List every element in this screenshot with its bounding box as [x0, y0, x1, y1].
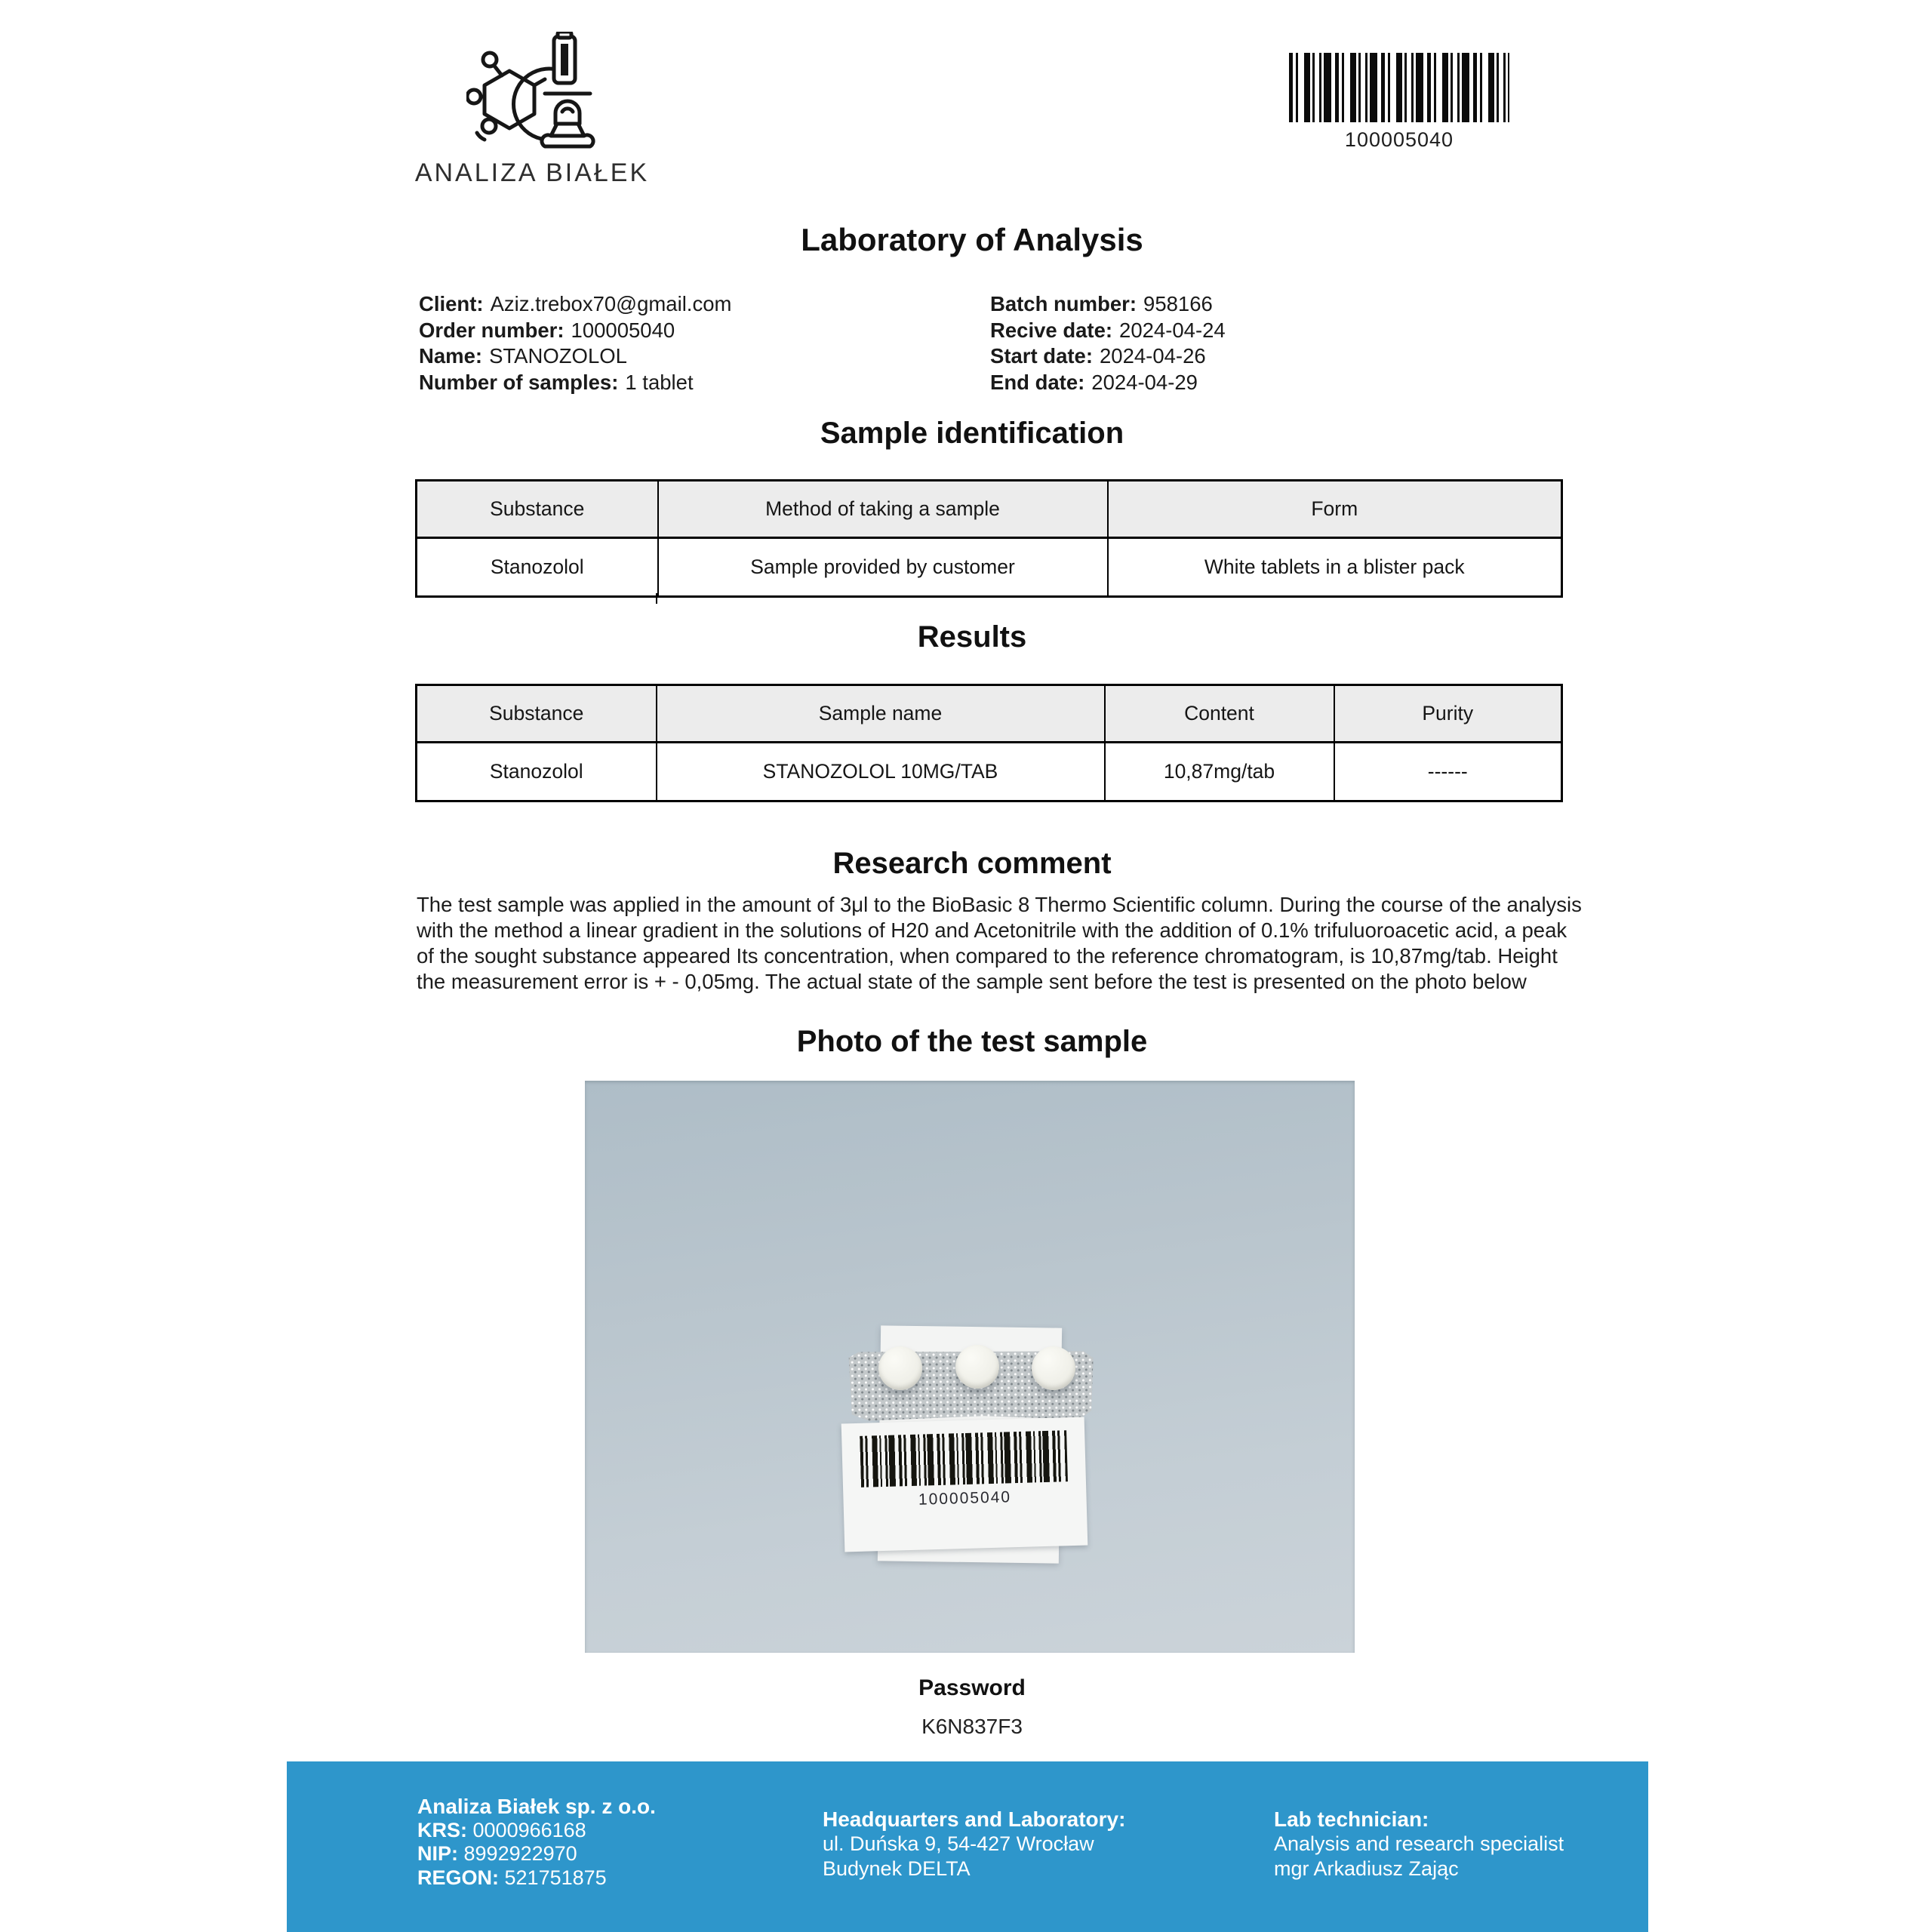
footer-label: NIP: — [417, 1842, 458, 1865]
molecule-microscope-icon — [466, 32, 598, 151]
info-value: 2024-04-26 — [1100, 344, 1206, 368]
info-row-client — [419, 291, 731, 318]
footer-value: 521751875 — [504, 1866, 607, 1889]
info-value: 2024-04-24 — [1119, 318, 1226, 342]
footer-technician-column — [1274, 1807, 1564, 1881]
column-header: Substance — [417, 481, 658, 538]
table-cell: 10,87mg/tab — [1105, 743, 1334, 801]
footer-company-name: Analiza Białek sp. z o.o. — [417, 1795, 656, 1818]
table-cell: Stanozolol — [417, 538, 658, 597]
footer-value: 0000966168 — [472, 1818, 586, 1841]
company-logo — [411, 32, 653, 188]
order-info-right — [990, 291, 1226, 395]
column-header: Sample name — [657, 685, 1105, 743]
table-row — [417, 743, 1562, 801]
info-value: STANOZOLOL — [489, 344, 627, 368]
barcode-number: 100005040 — [1344, 128, 1454, 151]
info-value: 100005040 — [571, 318, 675, 342]
info-label: End date: — [990, 370, 1085, 394]
page-title: Laboratory of Analysis — [801, 222, 1143, 257]
sample-identification-table — [415, 479, 1563, 598]
table-cell: STANOZOLOL 10MG/TAB — [657, 743, 1105, 801]
table-header-row — [417, 685, 1562, 743]
column-header: Method of taking a sample — [658, 481, 1108, 538]
footer-krs-line — [417, 1819, 656, 1843]
footer-hq-building: Budynek DELTA — [823, 1857, 971, 1880]
photo-tablet — [878, 1346, 922, 1390]
info-row-receive-date — [990, 318, 1226, 344]
sample-identification-heading: Sample identification — [820, 417, 1124, 450]
table-cell: Stanozolol — [417, 743, 657, 801]
footer-company-column — [417, 1795, 656, 1890]
footer — [287, 1761, 1648, 1932]
research-comment-text: The test sample was applied in the amount of 3μl to the BioBasic 8 Thermo Scientific column. During the course of the analysis with the method a linear gradient in the solutions of H20 and Acetonitrile with the addition of 0.1% trifuluoroacetic acid, a peak of the sought substance appeared Its concentration, when compared to the reference chromatogram, is 10,87mg/tab. Height the measurement error is + - 0,05mg. The actual state of the sample sent before the test is presented on the photo below — [417, 893, 1582, 993]
info-row-start-date — [990, 343, 1226, 370]
table-header-row — [417, 481, 1562, 538]
barcode-image — [1289, 53, 1509, 122]
info-label: Order number: — [419, 318, 565, 342]
footer-label: KRS: — [417, 1818, 467, 1841]
photo-barcode-card — [841, 1417, 1088, 1552]
column-header: Substance — [417, 685, 657, 743]
photo-barcode-image — [860, 1430, 1068, 1487]
footer-hq-address: ul. Duńska 9, 54-427 Wrocław — [823, 1832, 1094, 1855]
footer-technician-title: Lab technician: — [1274, 1807, 1429, 1831]
footer-hq-title: Headquarters and Laboratory: — [823, 1807, 1126, 1831]
info-row-name — [419, 343, 731, 370]
column-header: Form — [1108, 481, 1562, 538]
footer-technician-name: mgr Arkadiusz Zając — [1274, 1857, 1459, 1880]
photo-barcode-number: 100005040 — [918, 1488, 1012, 1509]
info-row-end-date — [990, 370, 1226, 396]
info-row-batch — [990, 291, 1226, 318]
footer-hq-column — [823, 1807, 1125, 1881]
table-border-artifact — [656, 593, 657, 604]
footer-nip-line — [417, 1842, 656, 1866]
info-label: Recive date: — [990, 318, 1113, 342]
info-value: 2024-04-29 — [1091, 370, 1198, 394]
order-barcode — [1287, 53, 1511, 152]
results-table — [415, 684, 1563, 802]
info-label: Number of samples: — [419, 370, 619, 394]
info-value: 1 tablet — [625, 370, 694, 394]
research-comment-heading: Research comment — [832, 847, 1112, 880]
photo-tablet — [1032, 1346, 1075, 1390]
table-row — [417, 538, 1562, 597]
info-row-samples — [419, 370, 731, 396]
footer-label: REGON: — [417, 1866, 499, 1889]
order-info-left — [419, 291, 731, 395]
info-value: Aziz.trebox70@gmail.com — [490, 292, 732, 315]
results-heading: Results — [917, 620, 1027, 654]
footer-regon-line — [417, 1866, 656, 1890]
brand-name: ANALIZA BIAŁEK — [414, 158, 650, 187]
footer-value: 8992922970 — [463, 1842, 577, 1865]
table-cell: White tablets in a blister pack — [1108, 538, 1562, 597]
column-header: Content — [1105, 685, 1334, 743]
table-cell: ------ — [1334, 743, 1562, 801]
info-row-order-number — [419, 318, 731, 344]
password-label: Password — [918, 1675, 1026, 1700]
footer-technician-role: Analysis and research specialist — [1274, 1832, 1564, 1855]
photo-heading: Photo of the test sample — [796, 1025, 1148, 1058]
password-value: K6N837F3 — [921, 1715, 1023, 1738]
sample-photo — [585, 1081, 1355, 1653]
info-label: Name: — [419, 344, 483, 368]
photo-tablet — [955, 1345, 999, 1389]
table-cell: Sample provided by customer — [658, 538, 1108, 597]
column-header: Purity — [1334, 685, 1562, 743]
info-label: Batch number: — [990, 292, 1137, 315]
info-label: Start date: — [990, 344, 1093, 368]
info-label: Client: — [419, 292, 484, 315]
info-value: 958166 — [1143, 292, 1213, 315]
